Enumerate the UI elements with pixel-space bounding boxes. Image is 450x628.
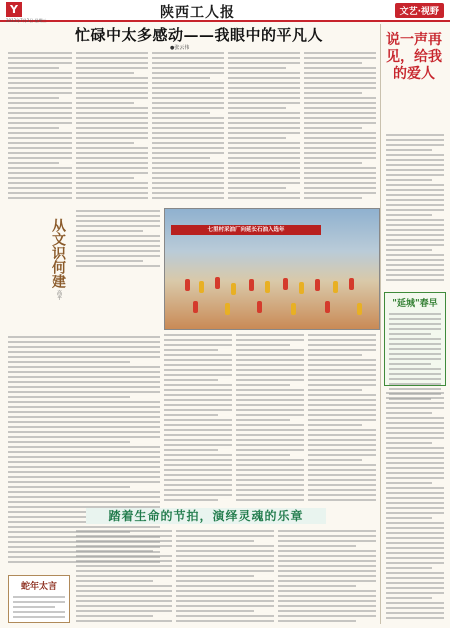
dancer-figure — [193, 301, 198, 313]
newspaper-masthead: 陕西工人报 — [160, 5, 235, 21]
lower-article-col-1 — [164, 334, 232, 504]
bottom-article-col-1 — [76, 530, 172, 622]
dancer-figure — [325, 301, 330, 313]
column-box — [8, 575, 70, 623]
lower-article-col-2 — [236, 334, 304, 504]
dancer-figure — [349, 278, 354, 290]
dancer-figure — [315, 279, 320, 291]
dancer-figure — [225, 303, 230, 315]
dancer-figure — [333, 281, 338, 293]
column-box-title: 蛇年太言 — [20, 582, 57, 592]
dancer-figure — [299, 282, 304, 294]
bottom-article-headline: 踏着生命的节拍，演绎灵魂的乐章 — [86, 508, 326, 524]
main-article-col-3 — [228, 52, 300, 202]
spring-story-title: "延城"春早 — [392, 299, 438, 309]
dancer-figure — [249, 279, 254, 291]
dancer-figure — [231, 283, 236, 295]
side-article-title: 说一声再见，给我的爱人 — [386, 32, 442, 82]
dancer-figure — [283, 278, 288, 290]
issue-date: 2013年7月2日 星期三 — [6, 18, 47, 23]
dancer-figure — [357, 303, 362, 315]
left-feature-title — [50, 218, 68, 292]
dancer-figure — [199, 281, 204, 293]
main-article-col-2 — [152, 52, 224, 202]
main-article-byline: ●张云伟 — [170, 45, 190, 51]
dancer-figure — [291, 303, 296, 315]
section-tag: 文艺·视野 — [395, 3, 444, 18]
dancer-figure — [215, 277, 220, 289]
left-feature-text — [76, 210, 160, 270]
main-article-col-1 — [76, 52, 148, 202]
photo-banner: 七里村采油厂向延长石油入选年 — [171, 225, 321, 235]
spring-story-box — [384, 292, 446, 386]
lower-article-col-3 — [308, 334, 376, 504]
bottom-article-col-3 — [278, 530, 376, 622]
left-feature-title-text: 从文识何建 — [50, 218, 66, 288]
section-badge: Y — [6, 2, 22, 17]
dancer-figure — [185, 279, 190, 291]
left-column-text — [8, 52, 72, 202]
side-article-text — [386, 134, 444, 284]
side-article-text-lower — [386, 392, 444, 622]
main-article-col-4 — [304, 52, 376, 202]
column-divider — [380, 24, 381, 624]
dancer-figure — [257, 301, 262, 313]
dancer-figure — [265, 281, 270, 293]
main-article-title: 忙碌中太多感动——我眼中的平凡人 — [75, 26, 324, 44]
left-feature-author: 高平 — [56, 290, 62, 300]
feature-photo — [164, 208, 380, 330]
bottom-article-col-2 — [176, 530, 274, 622]
